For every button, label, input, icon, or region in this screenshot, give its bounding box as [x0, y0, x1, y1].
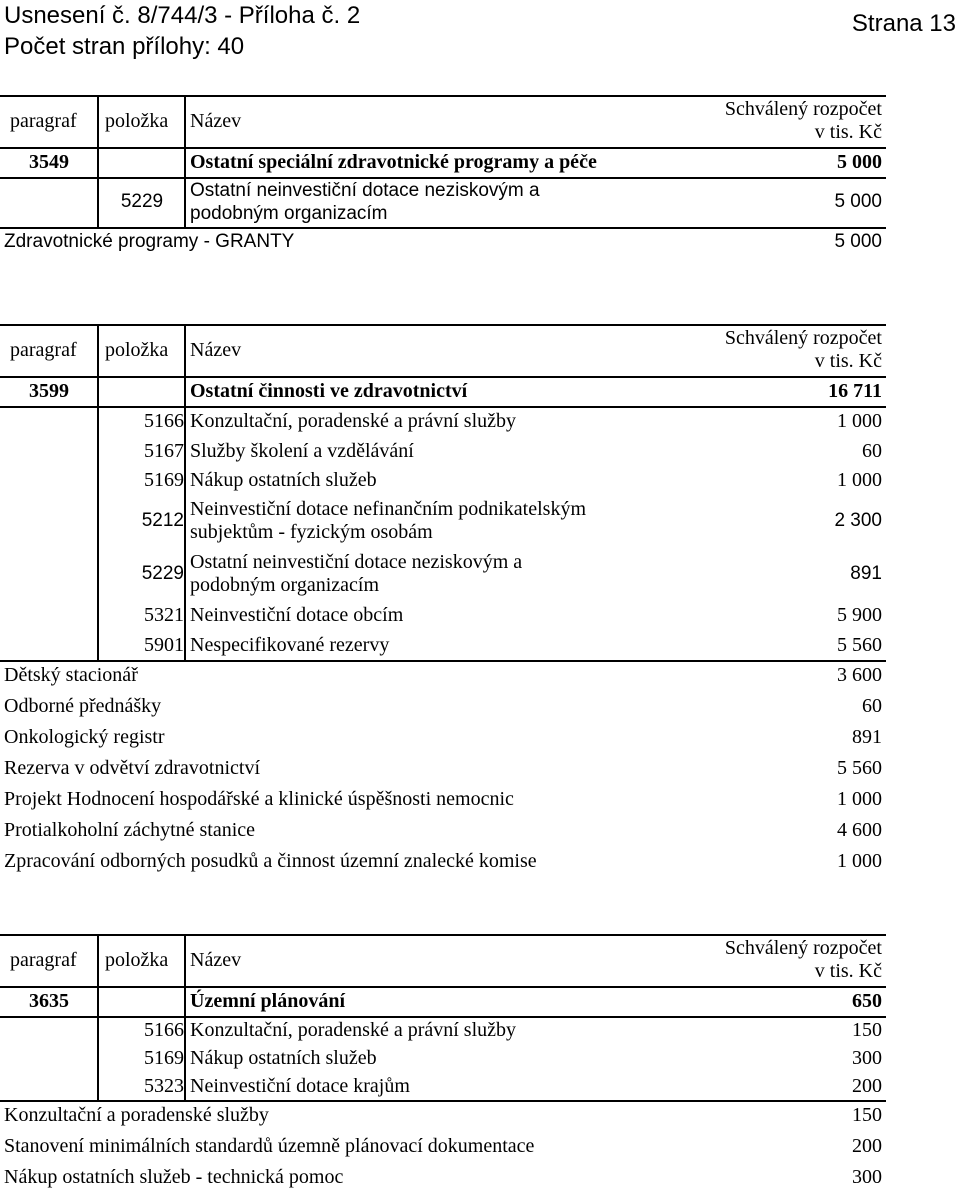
col-header-value — [725, 324, 882, 376]
item-polozka: 5212 — [141, 510, 184, 531]
item-row — [0, 548, 886, 600]
item-name-line1: Ostatní neinvestiční dotace neziskovým a — [190, 180, 540, 201]
col-header-value — [725, 934, 882, 986]
paragraf-total: 16 711 — [828, 379, 882, 402]
item-name: Konzultační, poradenské a právní služby — [190, 1018, 517, 1041]
paragraf-code: 3599 — [29, 379, 69, 402]
note-row — [0, 784, 886, 815]
item-polozka: 5229 — [120, 191, 164, 212]
col-header-value-line2: v tis. Kč — [814, 960, 882, 982]
budget-table-3635 — [0, 934, 886, 1193]
col-header-paragraf: paragraf — [10, 109, 77, 132]
col-header-polozka: položka — [105, 948, 169, 971]
note-value: 60 — [862, 695, 882, 717]
item-name-line2: subjektům - fyzickým osobám — [190, 521, 433, 543]
paragraf-title: Ostatní činnosti ve zdravotnictví — [190, 379, 468, 402]
item-polozka: 5321 — [144, 603, 184, 626]
item-name-line1: Ostatní neinvestiční dotace neziskovým a — [190, 551, 523, 573]
paragraf-total: 650 — [852, 989, 882, 1012]
col-header-polozka: položka — [105, 338, 169, 361]
note-row — [0, 722, 886, 753]
item-row — [0, 494, 886, 548]
item-name: Nespecifikované rezervy — [190, 633, 390, 656]
note-name: Projekt Hodnocení hospodářské a klinické úspěšnosti nemocnic — [4, 788, 514, 810]
note-name: Zdravotnické programy - GRANTY — [4, 231, 295, 252]
col-header-polozka: položka — [105, 109, 169, 132]
note-value: 5 560 — [837, 757, 882, 779]
note-value: 3 600 — [837, 664, 882, 686]
attachment-page-count: Počet stran přílohy: 40 — [4, 33, 245, 60]
document-header — [4, 0, 360, 62]
item-row — [0, 177, 886, 227]
note-row — [0, 691, 886, 722]
item-value: 200 — [852, 1074, 882, 1097]
note-row — [0, 846, 886, 877]
item-value: 5 000 — [834, 191, 882, 212]
note-name: Konzultační a poradenské služby — [4, 1104, 269, 1126]
item-row — [0, 600, 886, 630]
note-value: 300 — [852, 1166, 882, 1188]
item-polozka: 5901 — [144, 633, 184, 656]
item-name-line2: podobným organizacím — [190, 574, 380, 596]
item-name: Neinvestiční dotace krajům — [190, 1074, 410, 1097]
paragraf-total: 5 000 — [837, 150, 882, 173]
item-row — [0, 406, 886, 436]
col-header-nazev: Název — [190, 948, 242, 971]
note-row — [0, 815, 886, 846]
item-name: Neinvestiční dotace obcím — [190, 603, 404, 626]
col-header-value-line1: Schválený rozpočet — [724, 937, 882, 959]
item-polozka: 5323 — [144, 1074, 184, 1097]
item-value: 5 900 — [837, 603, 882, 626]
item-polozka: 5229 — [141, 563, 184, 584]
item-row — [0, 1072, 886, 1100]
column-header-row — [0, 934, 886, 986]
col-header-value-line1: Schválený rozpočet — [724, 327, 882, 349]
paragraf-title: Územní plánování — [190, 989, 346, 1012]
column-header-row — [0, 95, 886, 147]
note-name: Nákup ostatních služeb - technická pomoc — [4, 1166, 344, 1188]
column-header-row — [0, 324, 886, 376]
paragraf-code: 3549 — [29, 150, 69, 173]
col-header-value-line2: v tis. Kč — [814, 350, 882, 372]
item-name — [190, 177, 710, 227]
item-row — [0, 1016, 886, 1044]
paragraf-title: Ostatní speciální zdravotnické programy a péče — [190, 150, 597, 173]
note-value: 1 000 — [837, 788, 882, 810]
col-header-value-line2: v tis. Kč — [814, 121, 882, 143]
item-polozka: 5166 — [144, 409, 184, 432]
item-value: 891 — [850, 563, 882, 584]
col-header-nazev: Název — [190, 109, 242, 132]
item-name: Služby školení a vzdělávání — [190, 439, 414, 462]
note-row — [0, 660, 886, 691]
note-name: Zpracování odborných posudků a činnost územní znalecké komise — [4, 850, 537, 872]
note-name: Odborné přednášky — [4, 695, 162, 717]
paragraf-row — [0, 147, 886, 177]
note-name: Stanovení minimálních standardů územně plánovací dokumentace — [4, 1135, 535, 1157]
item-name: Nákup ostatních služeb — [190, 1046, 377, 1069]
note-name: Onkologický registr — [4, 726, 165, 748]
col-header-value-line1: Schválený rozpočet — [724, 98, 882, 120]
note-value: 1 000 — [837, 850, 882, 872]
item-polozka: 5169 — [144, 1046, 184, 1069]
paragraf-row — [0, 376, 886, 406]
note-name: Protialkoholní záchytné stanice — [4, 819, 256, 841]
note-row — [0, 227, 886, 257]
item-name-line1: Neinvestiční dotace nefinančním podnikatelským — [190, 498, 586, 520]
note-row — [0, 1131, 886, 1162]
paragraf-code: 3635 — [29, 989, 69, 1012]
note-row — [0, 1100, 886, 1131]
note-value: 4 600 — [837, 819, 882, 841]
note-name: Dětský stacionář — [4, 664, 138, 686]
note-value: 150 — [852, 1104, 882, 1126]
budget-table-3549 — [0, 95, 886, 257]
item-row — [0, 436, 886, 466]
item-value: 150 — [852, 1018, 882, 1041]
item-name-line2: podobným organizacím — [190, 203, 388, 224]
item-value: 1 000 — [837, 409, 882, 432]
item-name: Nákup ostatních služeb — [190, 468, 377, 491]
col-header-value — [725, 95, 882, 147]
item-row — [0, 1044, 886, 1072]
page-number: Strana 13 — [851, 10, 956, 37]
col-header-paragraf: paragraf — [10, 948, 77, 971]
item-polozka: 5166 — [144, 1018, 184, 1041]
item-row — [0, 466, 886, 494]
item-name — [190, 494, 710, 548]
item-value: 300 — [852, 1046, 882, 1069]
item-polozka: 5167 — [144, 439, 184, 462]
col-header-paragraf: paragraf — [10, 338, 77, 361]
note-value: 200 — [852, 1135, 882, 1157]
paragraf-row — [0, 986, 886, 1016]
item-value: 5 560 — [837, 633, 882, 656]
item-value: 60 — [862, 439, 882, 462]
item-polozka: 5169 — [144, 468, 184, 491]
item-name — [190, 548, 710, 600]
budget-table-3599 — [0, 324, 886, 877]
resolution-title: Usnesení č. 8/744/3 - Příloha č. 2 — [4, 2, 361, 29]
item-name: Konzultační, poradenské a právní služby — [190, 409, 517, 432]
note-row — [0, 1162, 886, 1193]
note-value: 891 — [852, 726, 882, 748]
note-row — [0, 753, 886, 784]
note-value: 5 000 — [834, 231, 882, 252]
col-header-nazev: Název — [190, 338, 242, 361]
item-value: 1 000 — [837, 468, 882, 491]
item-row — [0, 630, 886, 660]
note-name: Rezerva v odvětví zdravotnictví — [4, 757, 261, 779]
item-value: 2 300 — [834, 510, 882, 531]
